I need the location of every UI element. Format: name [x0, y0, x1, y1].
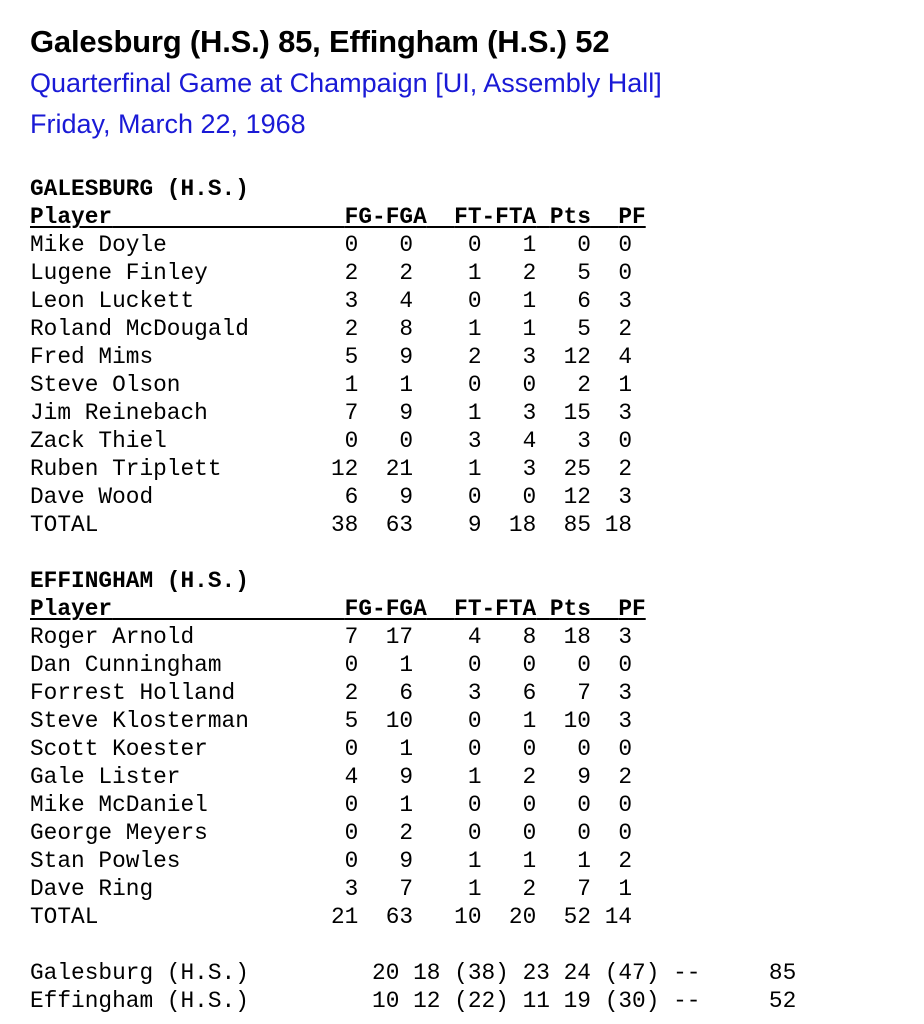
player-name: Lugene Finley — [30, 260, 208, 286]
player-row — [30, 623, 646, 651]
points: 1 — [577, 848, 591, 874]
personal-fouls: 1 — [618, 372, 633, 398]
player-name: George Meyers — [30, 820, 208, 846]
points: 7 — [577, 680, 591, 706]
personal-fouls: 14 — [604, 904, 633, 930]
player-name: Dave Wood — [30, 484, 154, 510]
team-name: EFFINGHAM (H.S.) — [30, 568, 249, 594]
free-throws-made: 1 — [467, 316, 482, 342]
points: 25 — [563, 456, 592, 482]
field-goals-attempted: 4 — [399, 288, 414, 314]
free-throws-made: 3 — [467, 428, 482, 454]
player-name: Zack Thiel — [30, 428, 167, 454]
points: 12 — [563, 344, 591, 370]
player-row — [30, 875, 646, 903]
free-throws-made: 4 — [467, 624, 482, 650]
player-name: Steve Klosterman — [30, 708, 249, 734]
column-header-pf: PF — [618, 204, 646, 230]
personal-fouls: 2 — [618, 848, 633, 874]
second-half-score: (47) — [604, 960, 660, 986]
free-throws-made: 1 — [467, 848, 482, 874]
free-throws-made: 0 — [467, 652, 482, 678]
final-score: 85 — [768, 960, 797, 986]
field-goals-made: 4 — [344, 764, 359, 790]
player-name: Mike McDaniel — [30, 792, 208, 818]
field-goals-made: 21 — [330, 904, 359, 930]
points: 2 — [577, 372, 591, 398]
linescore-row — [30, 987, 796, 1015]
free-throws-attempted: 0 — [522, 792, 537, 818]
quarter-1-score: 10 — [372, 988, 400, 1014]
player-name: Roger Arnold — [30, 624, 195, 650]
field-goals-made: 5 — [344, 708, 359, 734]
personal-fouls: 2 — [618, 456, 633, 482]
free-throws-attempted: 1 — [522, 232, 537, 258]
free-throws-attempted: 8 — [522, 624, 537, 650]
free-throws-made: 0 — [467, 372, 482, 398]
free-throws-attempted: 18 — [508, 512, 537, 538]
player-name: Dan Cunningham — [30, 652, 222, 678]
personal-fouls: 3 — [618, 288, 633, 314]
personal-fouls: 0 — [618, 652, 633, 678]
field-goals-attempted: 17 — [385, 624, 414, 650]
quarter-2-score: 12 — [413, 988, 441, 1014]
team-box-galesburg — [30, 175, 646, 539]
field-goals-attempted: 63 — [385, 512, 414, 538]
field-goals-made: 2 — [344, 260, 359, 286]
personal-fouls: 3 — [618, 680, 633, 706]
free-throws-attempted: 0 — [522, 820, 537, 846]
personal-fouls: 0 — [618, 260, 633, 286]
column-header-row — [30, 595, 646, 623]
points: 12 — [563, 484, 591, 510]
free-throws-made: 0 — [467, 708, 482, 734]
free-throws-attempted: 4 — [522, 428, 537, 454]
personal-fouls: 0 — [618, 820, 633, 846]
player-name: Roland McDougald — [30, 316, 249, 342]
points: 3 — [577, 428, 591, 454]
points: 0 — [577, 232, 591, 258]
field-goals-made: 0 — [344, 820, 359, 846]
field-goals-made: 3 — [344, 876, 359, 902]
points: 9 — [577, 764, 591, 790]
points: 7 — [577, 876, 591, 902]
personal-fouls: 0 — [618, 736, 633, 762]
header-spacer — [536, 596, 550, 622]
header-spacer — [536, 204, 550, 230]
field-goals-made: 2 — [344, 316, 359, 342]
game-date: Friday, March 22, 1968 — [30, 109, 306, 139]
player-name: Jim Reinebach — [30, 400, 208, 426]
personal-fouls: 4 — [618, 344, 633, 370]
field-goals-attempted: 0 — [399, 232, 414, 258]
free-throws-made: 1 — [467, 764, 482, 790]
field-goals-made: 0 — [344, 792, 359, 818]
field-goals-attempted: 2 — [399, 820, 414, 846]
free-throws-made: 1 — [467, 456, 482, 482]
player-name: Leon Luckett — [30, 288, 195, 314]
player-row — [30, 287, 646, 315]
column-header-player: Player — [30, 204, 113, 230]
points: 85 — [563, 512, 592, 538]
player-name: Gale Lister — [30, 764, 181, 790]
free-throws-made: 0 — [467, 820, 482, 846]
player-row — [30, 847, 646, 875]
quarter-3-score: 11 — [522, 988, 550, 1014]
player-row — [30, 483, 646, 511]
field-goals-attempted: 21 — [385, 456, 414, 482]
free-throws-attempted: 2 — [522, 876, 537, 902]
first-half-score: (22) — [454, 988, 509, 1014]
field-goals-made: 0 — [344, 232, 359, 258]
personal-fouls: 3 — [618, 708, 633, 734]
free-throws-attempted: 1 — [522, 316, 537, 342]
points: 18 — [563, 624, 591, 650]
free-throws-attempted: 1 — [522, 848, 537, 874]
field-goals-made: 7 — [344, 400, 359, 426]
points: 0 — [577, 792, 591, 818]
field-goals-attempted: 9 — [399, 400, 414, 426]
personal-fouls: 1 — [618, 876, 633, 902]
first-half-score: (38) — [454, 960, 509, 986]
free-throws-made: 1 — [467, 400, 482, 426]
personal-fouls: 3 — [618, 624, 633, 650]
free-throws-attempted: 3 — [522, 400, 537, 426]
free-throws-attempted: 2 — [522, 764, 537, 790]
free-throws-attempted: 0 — [522, 372, 537, 398]
field-goals-made: 6 — [344, 484, 359, 510]
player-row — [30, 315, 646, 343]
player-name: TOTAL — [30, 512, 99, 538]
personal-fouls: 0 — [618, 232, 633, 258]
column-header-pts: Pts — [549, 204, 591, 230]
player-row — [30, 231, 646, 259]
points: 5 — [577, 260, 591, 286]
column-header-fg-fga: FG-FGA — [344, 596, 427, 622]
field-goals-attempted: 10 — [385, 708, 414, 734]
field-goals-attempted: 0 — [399, 428, 414, 454]
field-goals-attempted: 7 — [399, 876, 414, 902]
free-throws-made: 2 — [467, 344, 482, 370]
free-throws-attempted: 20 — [508, 904, 537, 930]
points: 5 — [577, 316, 591, 342]
points: 10 — [563, 708, 591, 734]
field-goals-attempted: 1 — [399, 372, 414, 398]
points: 6 — [577, 288, 591, 314]
header-spacer — [112, 596, 345, 622]
personal-fouls: 0 — [618, 428, 633, 454]
column-header-fg-fga: FG-FGA — [344, 204, 427, 230]
header-spacer — [112, 204, 345, 230]
header-spacer — [591, 596, 618, 622]
player-row — [30, 343, 646, 371]
overtime-score: -- — [673, 988, 701, 1014]
column-header-row — [30, 203, 646, 231]
player-name: Dave Ring — [30, 876, 154, 902]
column-header-pf: PF — [618, 596, 646, 622]
field-goals-attempted: 1 — [399, 792, 414, 818]
field-goals-made: 0 — [344, 848, 359, 874]
field-goals-made: 5 — [344, 344, 359, 370]
points: 52 — [563, 904, 592, 930]
field-goals-made: 12 — [330, 456, 359, 482]
header-spacer — [427, 596, 454, 622]
overtime-score: -- — [673, 960, 701, 986]
field-goals-attempted: 63 — [385, 904, 414, 930]
player-row — [30, 259, 646, 287]
player-name: TOTAL — [30, 904, 99, 930]
player-name: Scott Koester — [30, 736, 208, 762]
free-throws-attempted: 1 — [522, 288, 537, 314]
player-row — [30, 399, 646, 427]
field-goals-attempted: 6 — [399, 680, 414, 706]
quarter-2-score: 18 — [413, 960, 441, 986]
points: 0 — [577, 736, 591, 762]
second-half-score: (30) — [604, 988, 660, 1014]
field-goals-made: 1 — [344, 372, 359, 398]
game-headline: Galesburg (H.S.) 85, Effingham (H.S.) 52 — [30, 24, 610, 59]
column-header-player: Player — [30, 596, 113, 622]
free-throws-made: 0 — [467, 232, 482, 258]
player-name: Mike Doyle — [30, 232, 167, 258]
free-throws-attempted: 3 — [522, 456, 537, 482]
field-goals-made: 38 — [330, 512, 359, 538]
field-goals-attempted: 2 — [399, 260, 414, 286]
player-row — [30, 819, 646, 847]
free-throws-made: 10 — [454, 904, 482, 930]
column-header-ft-fta: FT-FTA — [454, 204, 537, 230]
player-row — [30, 707, 646, 735]
team-box-effingham — [30, 567, 646, 931]
player-row — [30, 735, 646, 763]
column-header-ft-fta: FT-FTA — [454, 596, 537, 622]
total-row — [30, 903, 646, 931]
free-throws-made: 9 — [467, 512, 482, 538]
field-goals-attempted: 8 — [399, 316, 414, 342]
points: 15 — [563, 400, 591, 426]
free-throws-attempted: 2 — [522, 260, 537, 286]
game-subtitle: Quarterfinal Game at Champaign [UI, Assembly Hall] — [30, 68, 662, 98]
final-score: 52 — [768, 988, 797, 1014]
player-name: Fred Mims — [30, 344, 154, 370]
field-goals-made: 2 — [344, 680, 359, 706]
player-row — [30, 791, 646, 819]
player-row — [30, 679, 646, 707]
quarter-4-score: 19 — [563, 988, 591, 1014]
linescore-row — [30, 959, 796, 987]
points: 0 — [577, 820, 591, 846]
field-goals-attempted: 9 — [399, 764, 414, 790]
free-throws-made: 1 — [467, 260, 482, 286]
player-row — [30, 763, 646, 791]
free-throws-attempted: 6 — [522, 680, 537, 706]
total-row — [30, 511, 646, 539]
free-throws-made: 0 — [467, 736, 482, 762]
quarter-1-score: 20 — [372, 960, 400, 986]
player-row — [30, 455, 646, 483]
player-name: Ruben Triplett — [30, 456, 222, 482]
personal-fouls: 2 — [618, 316, 633, 342]
column-header-pts: Pts — [549, 596, 591, 622]
field-goals-made: 0 — [344, 652, 359, 678]
free-throws-made: 3 — [467, 680, 482, 706]
free-throws-attempted: 3 — [522, 344, 537, 370]
linescore — [30, 959, 796, 1015]
player-name: Steve Olson — [30, 372, 181, 398]
field-goals-made: 0 — [344, 428, 359, 454]
linescore-team: Effingham (H.S.) — [30, 988, 249, 1014]
linescore-team: Galesburg (H.S.) — [30, 960, 249, 986]
quarter-3-score: 23 — [522, 960, 550, 986]
personal-fouls: 18 — [604, 512, 633, 538]
header-spacer — [591, 204, 618, 230]
player-row — [30, 427, 646, 455]
free-throws-made: 1 — [467, 876, 482, 902]
free-throws-made: 0 — [467, 484, 482, 510]
free-throws-made: 0 — [467, 288, 482, 314]
team-name: GALESBURG (H.S.) — [30, 176, 249, 202]
field-goals-attempted: 9 — [399, 344, 414, 370]
points: 0 — [577, 652, 591, 678]
player-name: Forrest Holland — [30, 680, 236, 706]
field-goals-attempted: 1 — [399, 652, 414, 678]
field-goals-made: 3 — [344, 288, 359, 314]
field-goals-attempted: 9 — [399, 484, 414, 510]
field-goals-made: 7 — [344, 624, 359, 650]
free-throws-attempted: 0 — [522, 652, 537, 678]
field-goals-attempted: 1 — [399, 736, 414, 762]
personal-fouls: 0 — [618, 792, 633, 818]
player-row — [30, 651, 646, 679]
personal-fouls: 2 — [618, 764, 633, 790]
personal-fouls: 3 — [618, 400, 633, 426]
field-goals-attempted: 9 — [399, 848, 414, 874]
field-goals-made: 0 — [344, 736, 359, 762]
player-row — [30, 371, 646, 399]
free-throws-made: 0 — [467, 792, 482, 818]
free-throws-attempted: 0 — [522, 736, 537, 762]
quarter-4-score: 24 — [563, 960, 591, 986]
personal-fouls: 3 — [618, 484, 633, 510]
header-spacer — [427, 204, 454, 230]
player-name: Stan Powles — [30, 848, 181, 874]
free-throws-attempted: 1 — [522, 708, 537, 734]
free-throws-attempted: 0 — [522, 484, 537, 510]
